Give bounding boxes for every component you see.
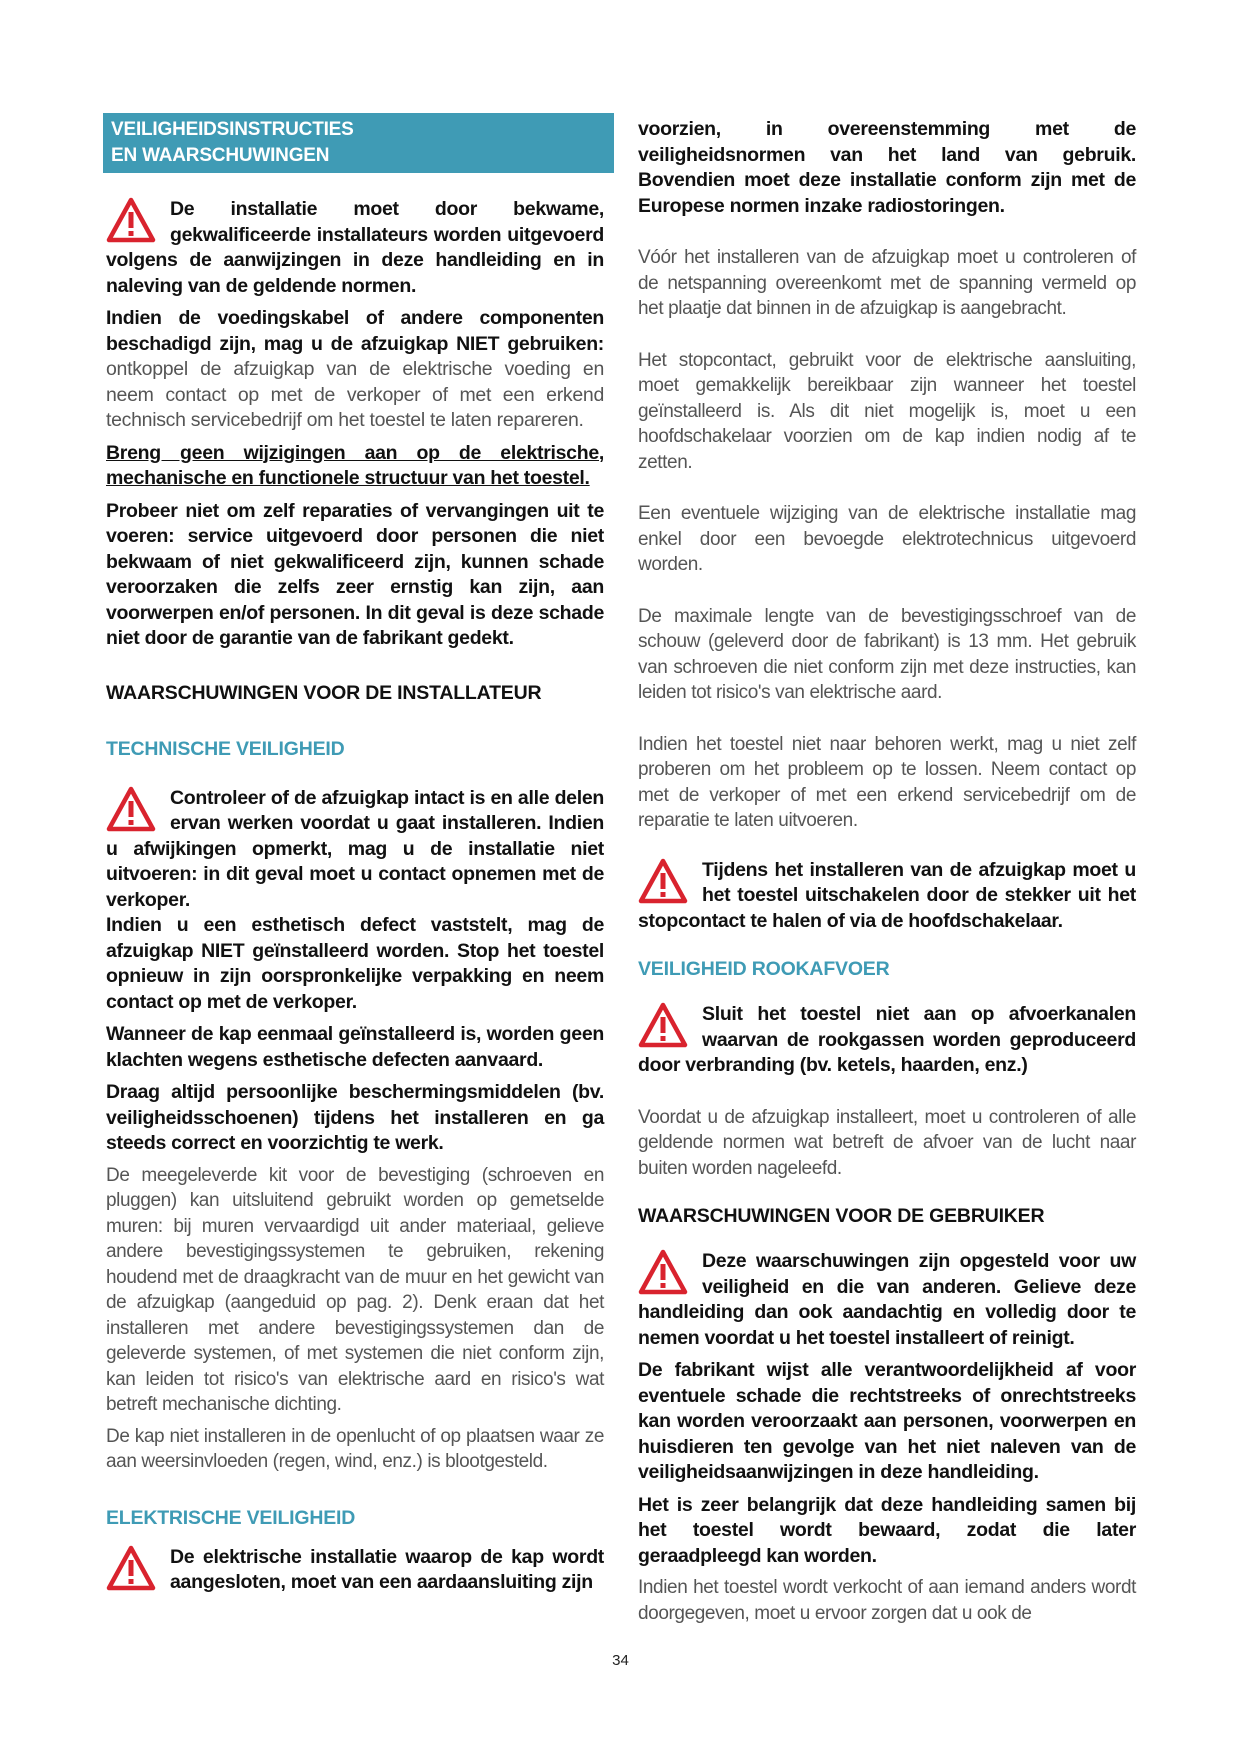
warning-installers <box>106 197 604 299</box>
paragraph-screw-length: De maximale lengte van de bevestigingsschroef van de schouw (geleverd door de fabrikant) is 13 mm. Het gebruik van schroeven die niet conform zijn met deze instructies, kan leiden tot risico's van elektrische aard. <box>638 605 1136 703</box>
cable-light-text: ontkoppel de afzuigkap van de elektrische voeding en neem contact op met de verkoper of met een erkend technisch servicebedrijf om het toestel te laten repareren. <box>106 358 604 431</box>
paragraph-damaged-cable <box>106 306 604 434</box>
warning-triangle-icon <box>638 1249 688 1295</box>
warning-read-manual <box>638 1249 1136 1351</box>
warning-grounding <box>106 1545 604 1596</box>
paragraph-keep-manual: Het is zeer belangrijk dat deze handleiding samen bij het toestel wordt bewaard, zodat die later geraadpleegd kan worden. <box>638 1493 1136 1567</box>
warning-disconnect <box>638 858 1136 935</box>
paragraph-electric-modification: Een eventuele wijziging van de elektrische installatie mag enkel door een bevoegde elektrotechnicus uitgevoerd worden. <box>638 503 1136 575</box>
paragraph-aesthetic-defect: Indien u een esthetisch defect vaststelt, mag de afzuigkap NIET geïnstalleerd worden. Stop het toestel opnieuw in zijn oorspronkelijke verpakking en neem contact op met de verkoper. <box>106 914 604 1013</box>
paragraph-malfunction: Indien het toestel niet naar behoren werkt, mag u niet zelf proberen om het probleem op te lossen. Neem contact op met de verkoper of met een erkend servicebedrijf om de reparatie te laten uitvoeren. <box>638 733 1136 831</box>
warning-text: Sluit het toestel niet aan op afvoerkanalen waarvan de rookgassen worden geproduceerd door verbranding (bv. ketels, haarden, enz.) <box>638 1003 1136 1076</box>
paragraph-no-modifications: Breng geen wijzigingen aan op de elektrische, mechanische en functionele structuur van het toestel. <box>106 441 604 489</box>
warning-triangle-icon <box>106 1545 156 1591</box>
warning-text: Controleer of de afzuigkap intact is en alle delen ervan werken voordat u gaat installeren. Indien u afwijkingen opmerkt, mag u de installatie niet uitvoeren: in dit geval moet u contact opnemen met de verkoper. <box>106 786 604 911</box>
right-column <box>638 117 1136 1626</box>
warning-triangle-icon <box>106 197 156 243</box>
paragraph-voltage-check: Vóór het installeren van de afzuigkap moet u controleren of de netspanning overeenkomt met de spanning vermeld op het plaatje dat binnen in de afzuigkap is aangebracht. <box>638 247 1136 319</box>
warning-triangle-icon <box>638 858 688 904</box>
paragraph-fixing-kit: De meegeleverde kit voor de bevestiging (schroeven en pluggen) kan uitsluitend gebruikt worden op gemetselde muren: bij muren vervaardigd uit ander materiaal, gelieve andere bevestigingssystemen te gebruiken, rekening houdend met de draagkracht van de muur en het gewicht van de afzuigkap (aangeduid op pag. 2). Denk eraan dat het installeren met andere bevestigingssystemen dan de geleverde systemen, of met systemen die niet conform zijn, kan leiden tot risico's van elektrische aard en risico's wat betreft mechanische dichting. <box>106 1164 604 1415</box>
section-title-electric: ELEKTRISCHE VEILIGHEID <box>106 1506 356 1529</box>
paragraph-liability: De fabrikant wijst alle verantwoordelijkheid af voor eventuele schade die rechtstreeks of onrechtstreeks kan worden veroorzaakt aan personen, voorwerpen en huisdieren ten gevolge van het niet naleven van de veiligheidsaanwijzingen in deze handleiding. <box>638 1359 1136 1483</box>
paragraph-no-complaints: Wanneer de kap eenmaal geïnstalleerd is, worden geen klachten wegens esthetische defecten aanvaard. <box>106 1023 604 1071</box>
warning-triangle-icon <box>106 786 156 832</box>
header-line-1: VEILIGHEIDSINSTRUCTIES <box>111 119 354 140</box>
paragraph-air-discharge: Voordat u de afzuigkap installeert, moet u controleren of alle geldende normen wat betreft de afvoer van de lucht naar buiten worden nageleefd. <box>638 1106 1136 1179</box>
paragraph-grounding-continued: voorzien, in overeenstemming met de veiligheidsnormen van het land van gebruik. Bovendien moet deze installatie conform zijn met de Europese normen inzake radiostoringen. <box>638 118 1136 217</box>
warning-flue <box>638 1002 1136 1079</box>
cable-bold-text: Indien de voedingskabel of andere componenten beschadigd zijn, mag u de afzuigkap NIET gebruiken: <box>106 307 604 355</box>
section-title-user: WAARSCHUWINGEN VOOR DE GEBRUIKER <box>638 1205 1045 1227</box>
page-number: 34 <box>612 1652 629 1669</box>
left-column <box>106 113 604 1596</box>
warning-text: De installatie moet door bekwame, gekwalificeerde installateurs worden uitgevoerd volgens de aanwijzingen in deze handleiding en in naleving van de geldende normen. <box>106 198 604 297</box>
paragraph-sold-device: Indien het toestel wordt verkocht of aan iemand anders wordt doorgegeven, moet u ervoor zorgen dat u ook de <box>638 1577 1136 1624</box>
warning-text: De elektrische installatie waarop de kap wordt aangesloten, moet van een aardaansluiting zijn <box>170 1545 604 1593</box>
paragraph-no-self-repair: Probeer niet om zelf reparaties of vervangingen uit te voeren: service uitgevoerd door personen die niet bekwaam of niet gekwalificeerd zijn, kunnen schade veroorzaken die zelfs zeer ernstig kan zijn, aan voorwerpen en/of personen. In dit geval is deze schade niet door de garantie van de fabrikant gedekt. <box>106 499 604 649</box>
paragraph-protective-gear: Draag altijd persoonlijke beschermingsmiddelen (bv. veiligheidsschoenen) tijdens het installeren en ga steeds correct en voorzichtig te werk. <box>106 1081 604 1154</box>
section-title-smoke: VEILIGHEID ROOKAFVOER <box>638 958 890 980</box>
section-title-technical: TECHNISCHE VEILIGHEID <box>106 737 345 760</box>
paragraph-socket: Het stopcontact, gebruikt voor de elektrische aansluiting, moet gemakkelijk bereikbaar zijn wanneer het toestel geïnstalleerd is. Als dit niet mogelijk is, moet u een hoofdschakelaar voorzien om de kap indien nodig af te zetten. <box>638 349 1136 473</box>
paragraph-outdoor: De kap niet installeren in de openlucht of op plaatsen waar ze aan weersinvloeden (regen, wind, enz.) is blootgesteld. <box>106 1425 604 1472</box>
section-header-box <box>103 113 614 173</box>
warning-text: Tijdens het installeren van de afzuigkap moet u het toestel uitschakelen door de stekker uit het stopcontact te halen of via de hoofdschakelaar. <box>638 858 1136 932</box>
warning-check-hood <box>106 786 604 914</box>
warning-triangle-icon <box>638 1002 688 1048</box>
header-line-2: EN WAARSCHUWINGEN <box>111 145 330 166</box>
warning-text: Deze waarschuwingen zijn opgesteld voor uw veiligheid en die van anderen. Gelieve deze handleiding dan ook aandachtig en volledig door te nemen voordat u het toestel installeert of reinigt. <box>638 1250 1136 1349</box>
section-title-installer: WAARSCHUWINGEN VOOR DE INSTALLATEUR <box>106 681 542 704</box>
